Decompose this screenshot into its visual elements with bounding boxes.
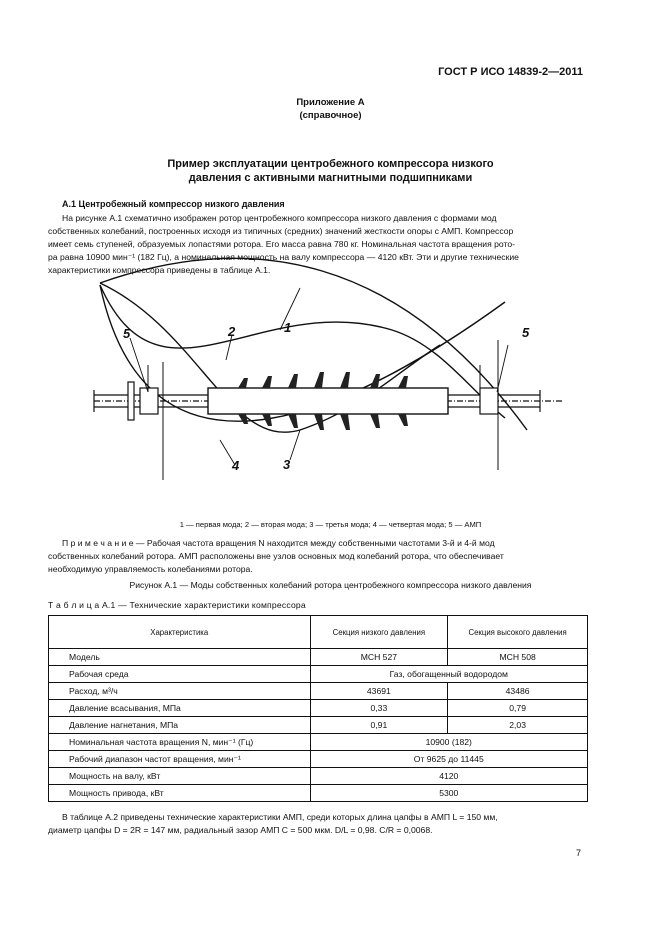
paragraph-2 (48, 811, 585, 837)
cell-high: 43486 (448, 683, 588, 700)
table-row (49, 700, 588, 717)
document-title-line-2: давления с активными магнитными подшипниками (188, 172, 473, 184)
cell-both: Газ, обогащенный водородом (310, 666, 588, 683)
coupling-disc (128, 382, 134, 420)
paragraph-1-line: собственных колебаний, построенных исходя из типичных (средних) значений жесткости опоры с АМП. Компрессор (48, 226, 514, 236)
cell-high: MCH 508 (448, 649, 588, 666)
paragraph-1-line: характеристики компрессора приведены в таблице А.1. (48, 265, 271, 275)
compressor-specs-table (48, 615, 588, 802)
cell-low: 43691 (310, 683, 448, 700)
label-mode-4: 4 (232, 458, 240, 473)
table-title: Т а б л и ц а А.1 — Технические характеристики компрессора (48, 600, 306, 610)
section-heading: А.1 Центробежный компрессор низкого давления (62, 199, 285, 209)
row-name: Мощность привода, кВт (49, 785, 311, 802)
cell-high: 0,79 (448, 700, 588, 717)
label-amp-right: 5 (522, 325, 530, 340)
row-name: Расход, м³/ч (49, 683, 311, 700)
page-number: 7 (575, 848, 581, 858)
table-row (49, 717, 588, 734)
table-row (49, 649, 588, 666)
cell-low: MCH 527 (310, 649, 448, 666)
cell-both: 4120 (310, 768, 588, 785)
row-name: Давление всасывания, МПа (49, 700, 311, 717)
cell-high: 2,03 (448, 717, 588, 734)
row-name: Рабочий диапазон частот вращения, мин⁻¹ (49, 751, 311, 768)
paragraph-1-line: На рисунке А.1 схематично изображен ротор центробежного компрессора низкого давления с формами мод (62, 213, 497, 223)
table-row (49, 734, 588, 751)
table-row (49, 768, 588, 785)
paragraph-1-line: ра равна 10900 мин⁻¹ (182 Гц), а номинальная мощность на валу компрессора — 4120 кВт. Эти и другие технические (48, 252, 519, 262)
label-mode-3: 3 (283, 457, 291, 472)
appendix-title: Приложение А (296, 97, 365, 108)
paragraph-1-line: имеет семь ступеней, образуемых лопастями ротора. Его масса равна 780 кг. Номинальная частота вращения рото- (48, 239, 515, 249)
table-row (49, 666, 588, 683)
table-row (49, 751, 588, 768)
cell-both: 5300 (310, 785, 588, 802)
row-name: Модель (49, 649, 311, 666)
column-header: Секция низкого давления (310, 616, 448, 649)
note-line: необходимую управляемость колебаниями ротора. (48, 564, 253, 574)
table-row (49, 683, 588, 700)
cell-both: От 9625 до 11445 (310, 751, 588, 768)
paragraph-2-line: В таблице А.2 приведены технические характеристики АМП, среди которых длина цапфы в АМП L = 150 мм, (62, 812, 498, 822)
label-mode-1: 1 (284, 320, 292, 335)
label-amp-left: 5 (123, 326, 131, 341)
cell-both: 10900 (182) (310, 734, 588, 751)
row-name: Мощность на валу, кВт (49, 768, 311, 785)
row-name: Номинальная частота вращения N, мин⁻¹ (Гц) (49, 734, 311, 751)
column-header: Характеристика (49, 616, 311, 649)
figure-legend: 1 — первая мода; 2 — вторая мода; 3 — третья мода; 4 — четвертая мода; 5 — АМП (179, 520, 482, 529)
left-bearing (140, 388, 158, 414)
appendix-subtitle: (справочное) (299, 110, 362, 121)
cell-low: 0,91 (310, 717, 448, 734)
table-header-row (49, 616, 588, 649)
row-name: Рабочая среда (49, 666, 311, 683)
note-line: П р и м е ч а н и е — Рабочая частота вращения N находится между собственными частотами 3-й и 4-й мод (62, 538, 495, 548)
document-code: ГОСТ Р ИСО 14839-2—2011 (438, 66, 583, 78)
figure-note (48, 537, 585, 576)
note-line: собственных колебаний ротора. АМП расположены вне узлов основных мод колебаний ротора, что обеспечивает (48, 551, 504, 561)
cell-low: 0,33 (310, 700, 448, 717)
paragraph-2-line: диаметр цапфы D = 2R = 147 мм, радиальный зазор АМП C = 500 мкм. D/L = 0,98. C/R = 0,0068. (48, 825, 433, 835)
table-row (49, 785, 588, 802)
rotor-body (208, 388, 448, 414)
document-title-line-1: Пример эксплуатации центробежного компрессора низкого (167, 158, 494, 170)
label-mode-2: 2 (228, 324, 236, 339)
column-header: Секция высокого давления (448, 616, 588, 649)
row-name: Давление нагнетания, МПа (49, 717, 311, 734)
figure-caption: Рисунок А.1 — Моды собственных колебаний ротора центробежного компрессора низкого давления (129, 580, 532, 590)
right-bearing (480, 388, 498, 414)
